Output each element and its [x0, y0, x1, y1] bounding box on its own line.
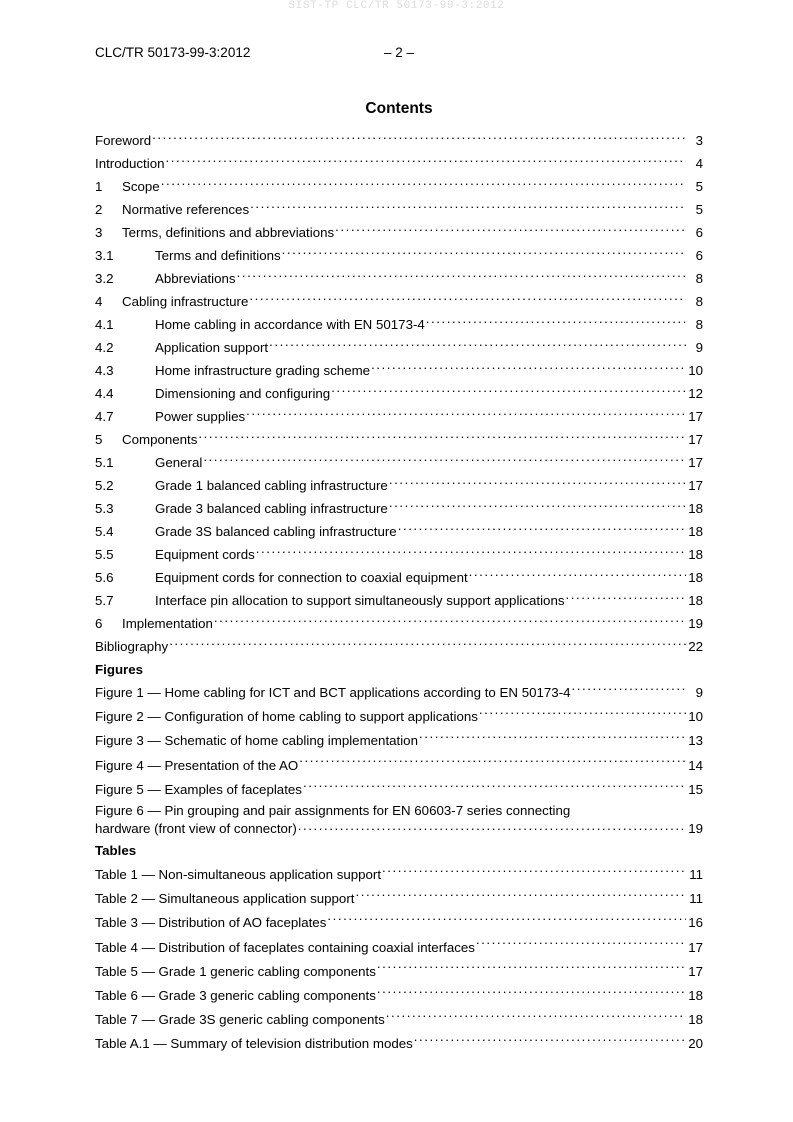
- toc-entry-number: 6: [95, 616, 103, 631]
- dot-leader: [298, 819, 686, 833]
- toc-entry-label: Table 1 — Non-simultaneous application support: [95, 866, 382, 882]
- toc-entry-page: 18: [688, 524, 703, 539]
- figure-entry[interactable]: [95, 705, 703, 729]
- toc-entry-page: 18: [688, 1012, 703, 1028]
- table-entry[interactable]: [95, 984, 703, 1008]
- toc-entry-number: 4.7: [95, 409, 114, 424]
- toc-entry-label: Figure 4 — Presentation of the AO: [95, 757, 299, 773]
- page-title: Contents: [365, 100, 433, 117]
- dot-leader: [161, 177, 686, 191]
- figure-entry-label-line2: hardware (front view of connector): [95, 821, 297, 837]
- dot-leader: [299, 756, 686, 770]
- toc-entry-page: 17: [688, 478, 703, 493]
- toc-entry-page: 17: [688, 455, 703, 470]
- table-entry[interactable]: [95, 960, 703, 984]
- page-number-marker: – 2 –: [383, 45, 415, 60]
- toc-entry-page: 22: [688, 639, 703, 654]
- toc-entry[interactable]: [95, 520, 703, 543]
- dot-leader: [249, 292, 686, 306]
- toc-entry-list: [95, 129, 703, 658]
- toc-entry-number: 5: [95, 432, 103, 447]
- dot-leader: [476, 938, 686, 952]
- toc-entry-page: 15: [688, 781, 703, 797]
- toc-entry[interactable]: [95, 497, 703, 520]
- toc-entry-label: General: [155, 455, 203, 470]
- running-head: [95, 45, 703, 63]
- figure-entry-list: [95, 681, 703, 838]
- table-entry[interactable]: [95, 1032, 703, 1056]
- toc-entry-number: 3.1: [95, 248, 114, 263]
- toc-entry-page: 9: [695, 340, 703, 355]
- toc-entry[interactable]: [95, 359, 703, 382]
- figure-entry[interactable]: [95, 754, 703, 778]
- table-entry[interactable]: [95, 911, 703, 935]
- toc-entry-label: Interface pin allocation to support simultaneously support applications: [155, 593, 565, 608]
- dot-leader: [214, 614, 686, 628]
- toc-entry-label: Table 7 — Grade 3S generic cabling components: [95, 1012, 385, 1028]
- toc-entry-label: Terms, definitions and abbreviations: [122, 225, 335, 240]
- dot-leader: [382, 865, 686, 879]
- toc-entry-page: 11: [689, 891, 703, 907]
- dot-leader: [479, 707, 686, 721]
- toc-entry-page: 8: [695, 294, 703, 309]
- toc-entry-label: Figure 2 — Configuration of home cabling to support applications: [95, 709, 478, 725]
- table-entry[interactable]: [95, 887, 703, 911]
- figure-entry[interactable]: [95, 802, 703, 838]
- toc-entry[interactable]: [95, 290, 703, 313]
- toc-entry[interactable]: [95, 313, 703, 336]
- dot-leader: [282, 246, 686, 260]
- toc-entry-label: Components: [122, 432, 198, 447]
- tables-heading: Tables: [95, 842, 137, 858]
- toc-entry-label: Equipment cords for connection to coaxial equipment: [155, 570, 468, 585]
- toc-entry[interactable]: [95, 244, 703, 267]
- toc-entry-number: 5.2: [95, 478, 114, 493]
- toc-entry-label: Dimensioning and configuring: [155, 386, 331, 401]
- toc-entry-label: Terms and definitions: [155, 248, 281, 263]
- toc-entry-label: Application support: [155, 340, 269, 355]
- figure-entry-label-line1: Figure 6 — Pin grouping and pair assignments for EN 60603-7 series connecting: [95, 802, 571, 818]
- toc-entry-page: 17: [688, 432, 703, 447]
- table-entry[interactable]: [95, 936, 703, 960]
- toc-entry[interactable]: [95, 175, 703, 198]
- toc-entry-page: 18: [688, 570, 703, 585]
- toc-entry[interactable]: [95, 198, 703, 221]
- toc-entry-label: Scope: [122, 179, 160, 194]
- dot-leader: [269, 338, 686, 352]
- dot-leader: [355, 889, 686, 903]
- toc-entry-number: 4.2: [95, 340, 114, 355]
- toc-entry-number: 5.5: [95, 547, 114, 562]
- document-reference: CLC/TR 50173-99-3:2012: [95, 45, 251, 60]
- toc-entry[interactable]: [95, 382, 703, 405]
- toc-entry-number: 1: [95, 179, 103, 194]
- toc-entry-page: 10: [688, 709, 703, 725]
- figure-entry[interactable]: [95, 729, 703, 753]
- toc-entry-label: Implementation: [122, 616, 213, 631]
- toc-entry-number: 5.4: [95, 524, 114, 539]
- figure-entry[interactable]: [95, 778, 703, 802]
- figures-heading: Figures: [95, 662, 144, 677]
- toc-entry-label: Foreword: [95, 133, 152, 148]
- toc-entry-label: Table 4 — Distribution of faceplates containing coaxial interfaces: [95, 939, 475, 955]
- toc-entry-page: 9: [695, 685, 703, 700]
- toc-entry-page: 17: [688, 963, 703, 979]
- dot-leader: [414, 1034, 686, 1048]
- dot-leader: [246, 407, 686, 421]
- toc-entry-label: Power supplies: [155, 409, 246, 424]
- toc-entry[interactable]: [95, 612, 703, 635]
- toc-entry-label: Grade 1 balanced cabling infrastructure: [155, 478, 388, 493]
- dot-leader: [386, 1010, 686, 1024]
- table-of-contents: [95, 129, 703, 1056]
- toc-entry-number: 5.1: [95, 455, 114, 470]
- dot-leader: [566, 591, 687, 605]
- dot-leader: [237, 269, 686, 283]
- table-entry[interactable]: [95, 1008, 703, 1032]
- toc-entry-page: 12: [688, 386, 703, 401]
- toc-entry-page: 3: [695, 133, 703, 148]
- toc-entry-number: 5.7: [95, 593, 114, 608]
- toc-entry-number: 4: [95, 294, 103, 309]
- toc-entry-label: Table 3 — Distribution of AO faceplates: [95, 915, 327, 931]
- dot-leader: [371, 361, 686, 375]
- figure-entry-page: 19: [688, 821, 703, 837]
- toc-entry-page: 8: [695, 317, 703, 332]
- toc-entry[interactable]: [95, 451, 703, 474]
- toc-entry-label: Grade 3S balanced cabling infrastructure: [155, 524, 397, 539]
- dot-leader: [256, 545, 686, 559]
- dot-leader: [327, 913, 686, 927]
- dot-leader: [572, 683, 687, 697]
- dot-leader: [250, 200, 686, 214]
- toc-entry-label: Figure 1 — Home cabling for ICT and BCT applications according to EN 50173-4: [95, 685, 571, 700]
- dot-leader: [303, 780, 686, 794]
- toc-entry-page: 4: [695, 156, 703, 171]
- toc-entry-label: Table A.1 — Summary of television distribution modes: [95, 1036, 413, 1052]
- toc-entry-page: 13: [688, 733, 703, 749]
- figure-entry[interactable]: [95, 681, 703, 705]
- toc-entry[interactable]: [95, 589, 703, 612]
- toc-entry-page: 18: [688, 593, 703, 608]
- toc-entry-page: 8: [695, 271, 703, 286]
- toc-entry-page: 17: [688, 409, 703, 424]
- dot-leader: [469, 568, 686, 582]
- toc-entry-page: 11: [689, 866, 703, 882]
- toc-entry-page: 20: [688, 1036, 703, 1052]
- toc-entry[interactable]: [95, 405, 703, 428]
- figure-entry-line2: [95, 819, 703, 838]
- dot-leader: [331, 384, 686, 398]
- toc-entry-label: Figure 3 — Schematic of home cabling implementation: [95, 733, 418, 749]
- table-entry[interactable]: [95, 863, 703, 887]
- table-entry-list: [95, 863, 703, 1057]
- toc-entry[interactable]: [95, 428, 703, 451]
- dot-leader: [203, 453, 686, 467]
- toc-entry-page: 19: [688, 616, 703, 631]
- toc-entry[interactable]: [95, 267, 703, 290]
- toc-entry[interactable]: [95, 129, 703, 152]
- dot-leader: [198, 430, 686, 444]
- toc-entry-number: 4.3: [95, 363, 114, 378]
- toc-entry[interactable]: [95, 152, 703, 175]
- toc-entry-number: 5.3: [95, 501, 114, 516]
- dot-leader: [335, 223, 686, 237]
- toc-entry-number: 2: [95, 202, 103, 217]
- toc-entry-page: 18: [688, 987, 703, 1003]
- toc-entry-page: 10: [688, 363, 703, 378]
- toc-entry-label: Introduction: [95, 156, 165, 171]
- dot-leader: [398, 522, 686, 536]
- toc-entry-label: Figure 5 — Examples of faceplates: [95, 781, 302, 797]
- dot-leader: [169, 637, 686, 651]
- toc-entry-page: 14: [688, 757, 703, 773]
- toc-entry-number: 3.2: [95, 271, 114, 286]
- toc-entry-label: Home infrastructure grading scheme: [155, 363, 371, 378]
- toc-entry[interactable]: [95, 336, 703, 359]
- toc-entry-label: Table 6 — Grade 3 generic cabling components: [95, 987, 376, 1003]
- toc-entry-label: Table 5 — Grade 1 generic cabling components: [95, 963, 376, 979]
- toc-entry-page: 18: [688, 547, 703, 562]
- toc-entry-label: Normative references: [122, 202, 250, 217]
- toc-entry-label: Equipment cords: [155, 547, 255, 562]
- toc-entry-label: Cabling infrastructure: [122, 294, 249, 309]
- toc-entry-label: Bibliography: [95, 639, 169, 654]
- dot-leader: [419, 731, 686, 745]
- toc-entry-label: Table 2 — Simultaneous application support: [95, 891, 355, 907]
- toc-entry[interactable]: [95, 543, 703, 566]
- toc-entry[interactable]: [95, 635, 703, 658]
- toc-entry-page: 5: [695, 179, 703, 194]
- toc-entry-number: 5.6: [95, 570, 114, 585]
- toc-entry-label: Grade 3 balanced cabling infrastructure: [155, 501, 388, 516]
- dot-leader: [389, 499, 686, 513]
- toc-entry-label: Abbreviations: [155, 271, 236, 286]
- toc-entry-page: 6: [695, 225, 703, 240]
- toc-entry-page: 16: [688, 915, 703, 931]
- toc-entry[interactable]: [95, 566, 703, 589]
- dot-leader: [165, 154, 686, 168]
- toc-entry-page: 17: [688, 939, 703, 955]
- dot-leader: [426, 315, 686, 329]
- dot-leader: [377, 962, 686, 976]
- toc-entry-number: 4.1: [95, 317, 114, 332]
- dot-leader: [152, 131, 686, 145]
- toc-entry-number: 3: [95, 225, 103, 240]
- dot-leader: [377, 986, 686, 1000]
- toc-entry-label: Home cabling in accordance with EN 50173-4: [155, 317, 425, 332]
- toc-entry-page: 6: [695, 248, 703, 263]
- toc-entry[interactable]: [95, 221, 703, 244]
- toc-entry-number: 4.4: [95, 386, 114, 401]
- toc-entry-page: 18: [688, 501, 703, 516]
- toc-entry[interactable]: [95, 474, 703, 497]
- dot-leader: [389, 476, 686, 490]
- watermark-header: SIST-TP CLC/TR 50173-99-3:2012: [288, 0, 505, 12]
- toc-entry-page: 5: [695, 202, 703, 217]
